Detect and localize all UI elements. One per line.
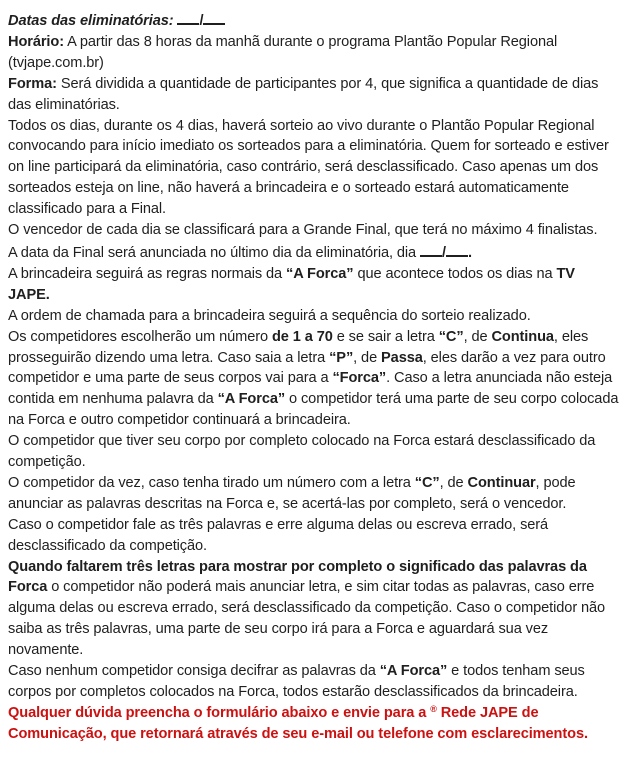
vencedor-paragraph: O vencedor de cada dia se classificará para a Grande Final, que terá no máximo 4 finalistas. [8,222,598,239]
comp-bold-p: “P” [329,349,354,366]
horario-text: A partir das 8 horas da manhã durante o programa Plantão Popular Regional (tvjape.com.br) [8,33,558,71]
date-day-blank [177,9,199,25]
faltarem-text: o competidor não poderá mais anunciar letra, e sim citar todas as palavras, caso erre alguma delas ou escreva errado, será desclassificado da competição. Caso o competidor não saiba as três palavras, uma parte de seu corpo irá para a Forca e aguardará sua vez novamente. [8,579,606,659]
final-date-text: A data da Final será anunciada no último dia da eliminatória, dia [8,244,421,261]
comp-text-4: , eles prosseguirão dizendo uma letra. Caso saia a letra [8,328,589,366]
contato-text-1: Qualquer dúvida preencha o formulário abaixo e envie para a [8,704,431,721]
comp-text-5: , de [353,349,382,366]
comp-text-7: . Caso a letra anunciada não esteja contida em nenhuma palavra da [8,370,613,408]
contato-text-2: Rede JAPE de Comunicação, que retornará através de seu e-mail ou telefone com esclarecimentos. [8,704,588,742]
vez-paragraph [8,473,620,515]
comp-bold-forca: “Forca” [332,370,387,387]
comp-text-1: Os competidores escolherão um número [8,328,272,345]
comp-bold-continua: Continua [491,328,554,345]
date-month-blank [203,9,225,25]
regras-bold-forca: “A Forca” [286,265,354,282]
comp-text-2: e se sair a letra [332,328,439,345]
nenhum-text-1: Caso nenhum competidor consiga decifrar as palavras da [8,663,380,680]
vez-bold-c: “C” [414,474,440,491]
erre-paragraph: Caso o competidor fale as três palavras e erre alguma delas ou escreva errado, será desclassificado da competição. [8,516,549,554]
regras-text-1: A brincadeira seguirá as regras normais da [8,265,286,282]
comp-text-8: o competidor terá uma parte de seu corpo colocada na Forca e outro competidor continuará a brincadeira. [8,391,619,429]
sorteio-paragraph: Todos os dias, durante os 4 dias, haverá sorteio ao vivo durante o Plantão Popular Regional convocando para início imediato os sorteados para a eliminatória. Quem for sorteado e estiver on line participará da eliminatória, caso contrário, será desclassificado. Caso apenas um dos sorteados esteja on line, não haverá a brincadeira e o sorteado estará automaticamente classificado para a Final. [8,117,609,218]
comp-bold-a-forca: “A Forca” [217,391,286,408]
registered-mark: ® [430,703,437,714]
final-date-separator: / [442,244,446,261]
regras-bold-tv-jape: TV JAPE. [8,265,575,303]
regras-text-2: que acontece todos os dias na [353,265,557,282]
rules-document [8,9,620,745]
vez-bold-continuar: Continuar [467,474,536,491]
nenhum-paragraph [8,661,620,703]
ordem-paragraph: A ordem de chamada para a brincadeira seguirá a sequência do sorteio realizado. [8,307,531,324]
forma-paragraph [8,74,620,116]
forma-text: Será dividida a quantidade de participantes por 4, que significa a quantidade de dias das eliminatórias. [8,75,599,113]
comp-bold-passa: Passa [381,349,423,366]
final-month-blank [446,241,468,257]
comp-text-3: , de [463,328,492,345]
faltarem-bold: Quando faltarem três letras para mostrar por completo o significado das palavras da Forca [8,558,587,596]
date-separator: / [199,13,204,29]
forma-label: Forma: [8,75,57,92]
vez-text-1: O competidor da vez, caso tenha tirado um número com a letra [8,474,415,491]
nenhum-text-2: e todos tenham seus corpos por completos colocados na Forca, todos estarão desclassificados da brincadeira. [8,663,585,700]
corpo-paragraph: O competidor que tiver seu corpo por completo colocado na Forca estará desclassificado da competição. [8,433,596,471]
final-day-blank [420,241,442,257]
competidores-paragraph [8,327,620,432]
dates-line [8,9,620,32]
horario-paragraph [8,32,620,74]
regras-paragraph [8,264,620,306]
comp-bold-range: de 1 a 70 [271,328,333,345]
dates-label: Datas das eliminatórias: [8,13,174,29]
final-date-end: . [468,244,472,261]
horario-label: Horário: [8,33,64,50]
comp-bold-c: “C” [438,328,464,345]
vez-text-2: , de [439,474,468,491]
comp-text-6: , eles darão a vez para outro competidor e uma parte de seus corpos vai para a [8,349,606,387]
nenhum-bold-forca: “A Forca” [379,663,448,680]
faltarem-paragraph [8,557,620,662]
contato-paragraph [8,703,620,745]
vez-text-3: , pode anunciar as palavras descritas na Forca e, se acertá-las por completo, será o vencedor. [8,474,576,512]
final-date-paragraph [8,241,620,264]
